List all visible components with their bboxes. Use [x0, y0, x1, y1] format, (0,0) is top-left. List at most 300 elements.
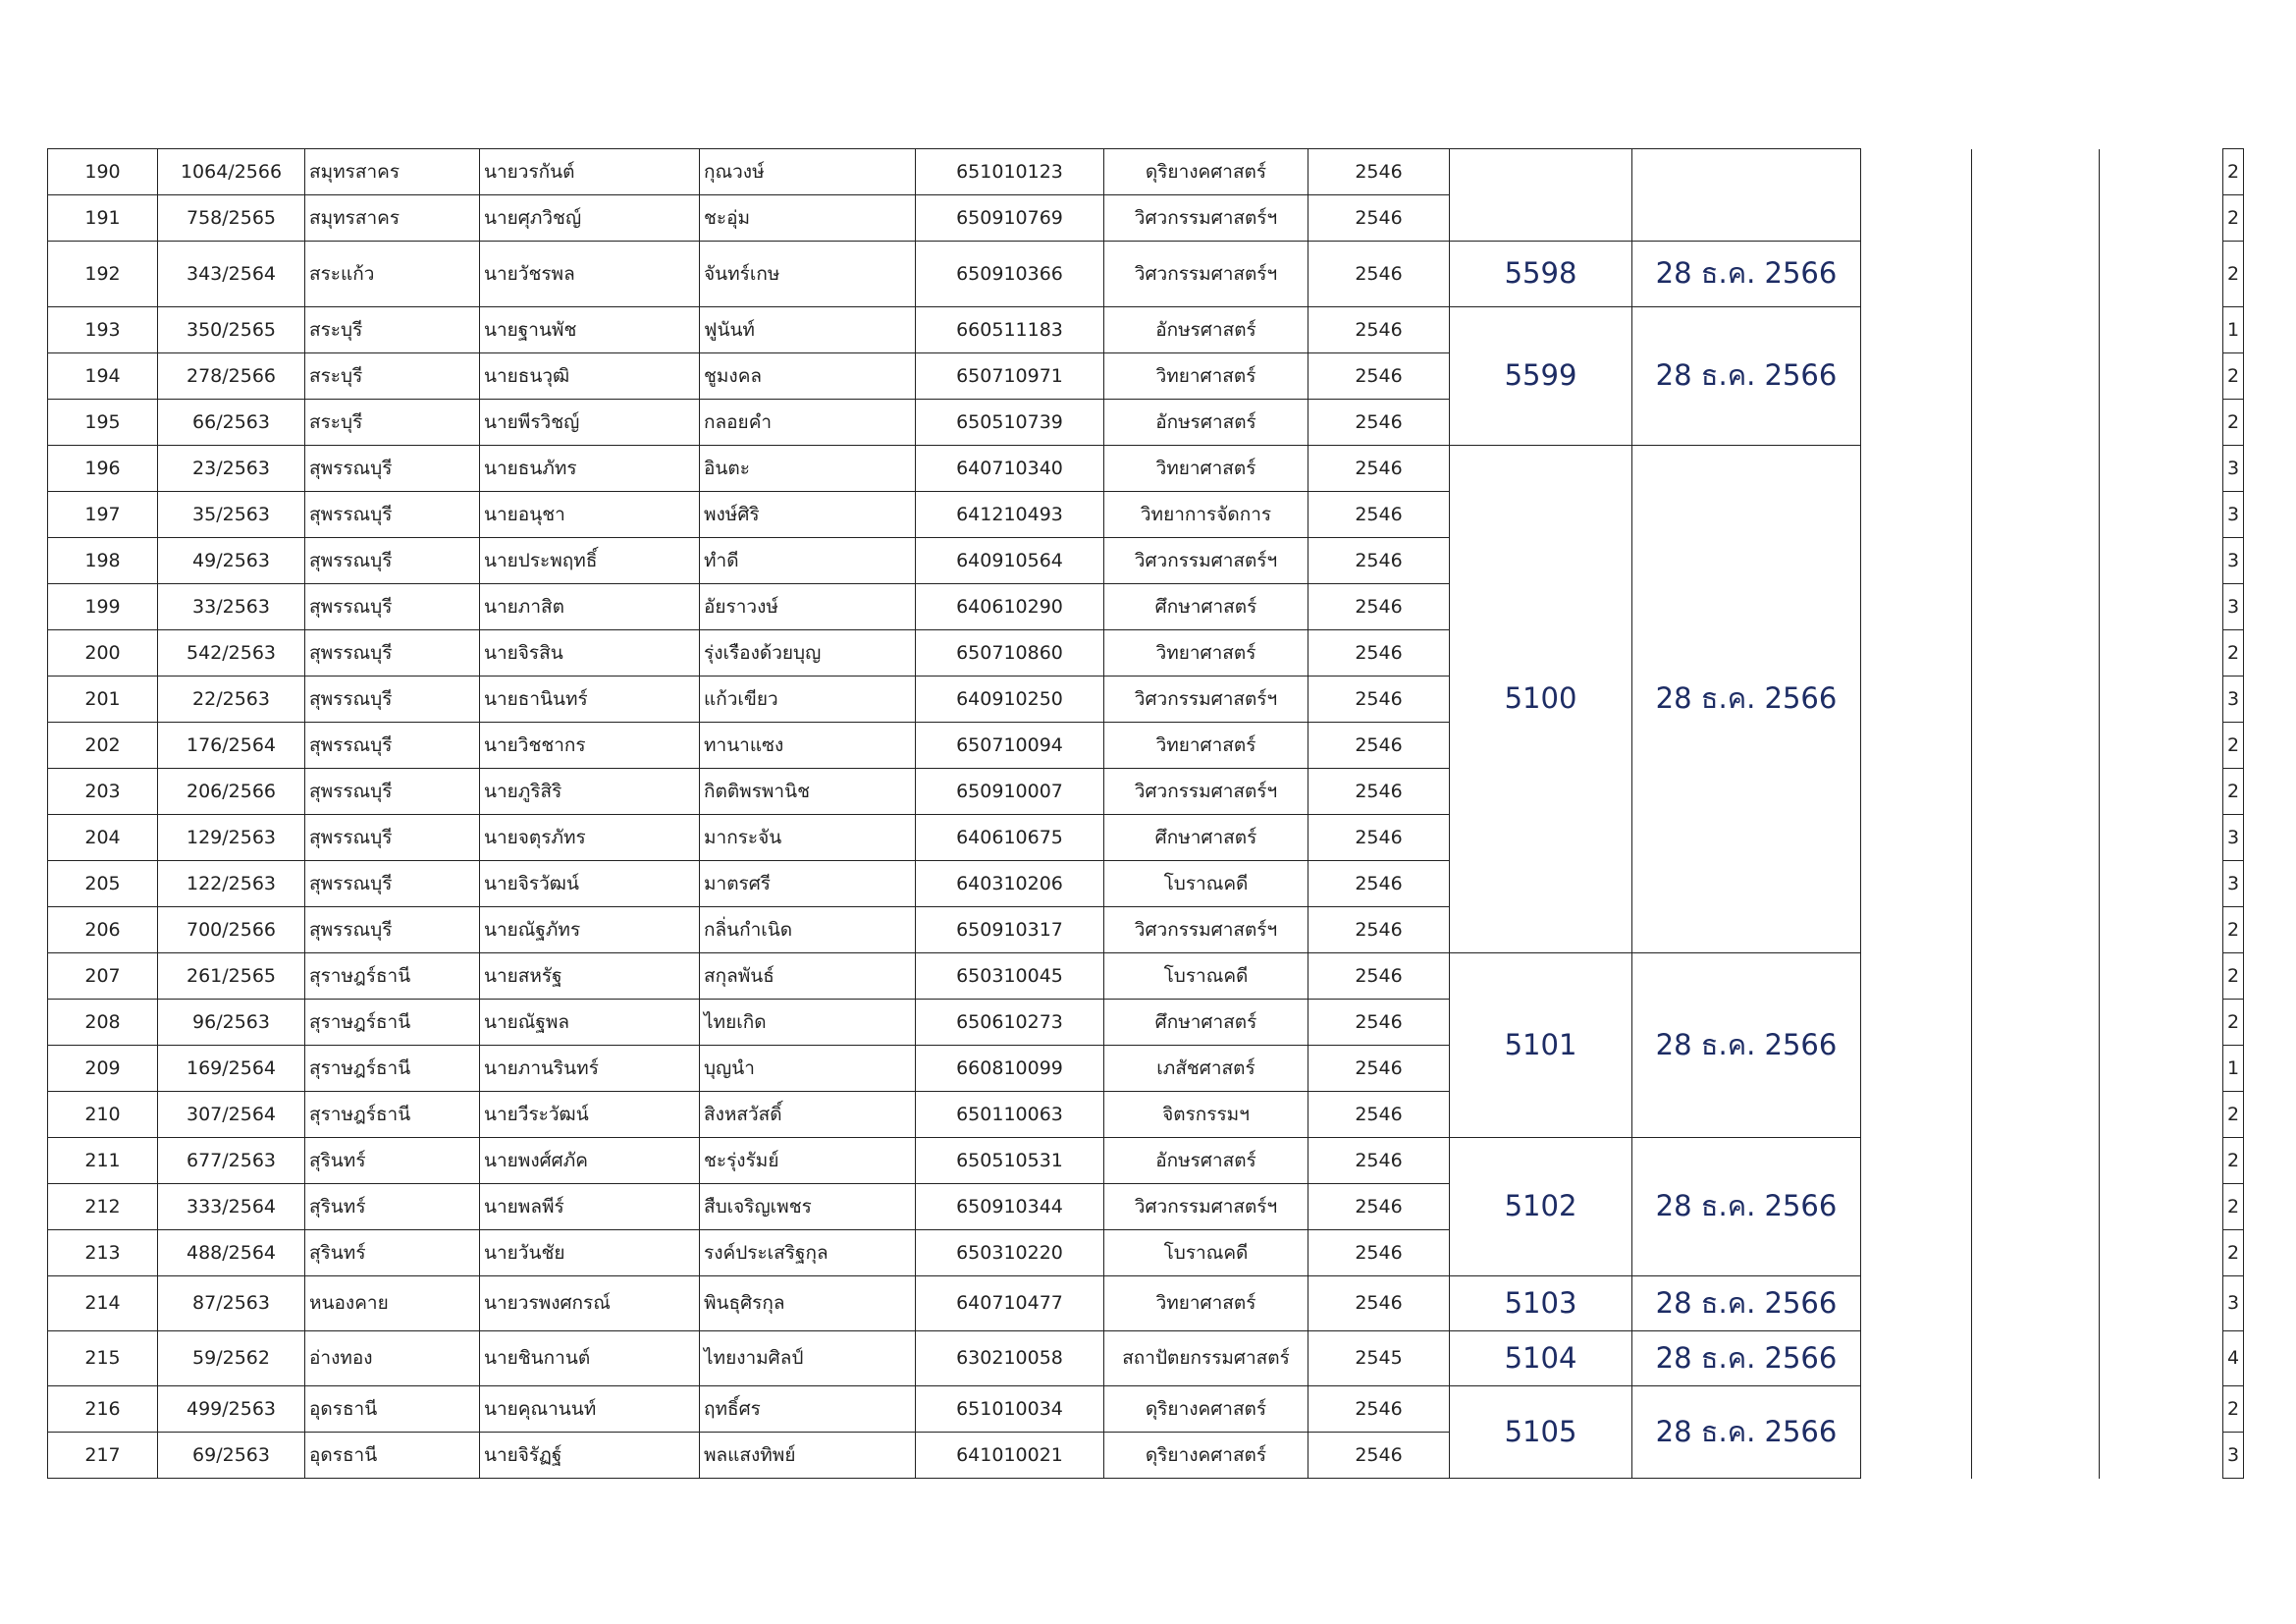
province: สมุทรสาคร [305, 149, 480, 195]
last-name: อินตะ [700, 446, 916, 492]
student-id: 650610273 [916, 1000, 1104, 1046]
student-id: 650310220 [916, 1230, 1104, 1276]
student-id: 640910250 [916, 677, 1104, 723]
faculty: เภสัชศาสตร์ [1104, 1046, 1308, 1092]
last-name: อัยราวงษ์ [700, 584, 916, 630]
student-id: 640610290 [916, 584, 1104, 630]
group-code: 5100 [1450, 446, 1632, 953]
faculty: วิศวกรรมศาสตร์ฯ [1104, 538, 1308, 584]
first-name: นายฐานพัช [480, 307, 700, 353]
province: อุดรธานี [305, 1433, 480, 1479]
faculty: สถาปัตยกรรมศาสตร์ [1104, 1331, 1308, 1386]
student-id: 650310045 [916, 953, 1104, 1000]
last-name: มากระจัน [700, 815, 916, 861]
count: 2 [2223, 149, 2244, 195]
row-number: 196 [48, 446, 158, 492]
group-date: 28 ธ.ค. 2566 [1632, 446, 1861, 953]
row-number: 205 [48, 861, 158, 907]
first-name: นายพลพีร์ [480, 1184, 700, 1230]
count: 2 [2223, 953, 2244, 1000]
count: 3 [2223, 677, 2244, 723]
faculty: วิทยาศาสตร์ [1104, 353, 1308, 400]
count: 1 [2223, 1046, 2244, 1092]
first-name: นายภาสิต [480, 584, 700, 630]
records-table-body [48, 149, 2244, 1479]
birth-year: 2546 [1308, 723, 1450, 769]
province: สุพรรณบุรี [305, 677, 480, 723]
birth-year: 2546 [1308, 353, 1450, 400]
birth-year: 2546 [1308, 1138, 1450, 1184]
row-number: 206 [48, 907, 158, 953]
reference-number: 87/2563 [158, 1276, 305, 1331]
student-id: 650910007 [916, 769, 1104, 815]
group-code: 5599 [1450, 307, 1632, 446]
first-name: นายวีระวัฒน์ [480, 1092, 700, 1138]
province: สมุทรสาคร [305, 195, 480, 242]
table-row [48, 1386, 2244, 1433]
last-name: ไทยเกิด [700, 1000, 916, 1046]
last-name: บุญนำ [700, 1046, 916, 1092]
faculty: ดุริยางคศาสตร์ [1104, 1433, 1308, 1479]
empty-cell [1861, 149, 1972, 242]
count: 3 [2223, 815, 2244, 861]
last-name: สืบเจริญเพชร [700, 1184, 916, 1230]
column-gap [2100, 242, 2223, 307]
faculty: ดุริยางคศาสตร์ [1104, 149, 1308, 195]
empty-cell [1972, 1138, 2100, 1276]
last-name: ฤทธิ์ศร [700, 1386, 916, 1433]
reference-number: 23/2563 [158, 446, 305, 492]
count: 2 [2223, 195, 2244, 242]
reference-number: 176/2564 [158, 723, 305, 769]
province: สุรินทร์ [305, 1230, 480, 1276]
faculty: อักษรศาสตร์ [1104, 307, 1308, 353]
last-name: พงษ์ศิริ [700, 492, 916, 538]
province: สุพรรณบุรี [305, 492, 480, 538]
faculty: ศึกษาศาสตร์ [1104, 1000, 1308, 1046]
faculty: วิศวกรรมศาสตร์ฯ [1104, 1184, 1308, 1230]
row-number: 201 [48, 677, 158, 723]
reference-number: 169/2564 [158, 1046, 305, 1092]
group-code [1450, 149, 1632, 242]
empty-cell [1972, 953, 2100, 1138]
count: 4 [2223, 1331, 2244, 1386]
student-id: 650510531 [916, 1138, 1104, 1184]
row-number: 214 [48, 1276, 158, 1331]
row-number: 208 [48, 1000, 158, 1046]
empty-cell [1861, 953, 1972, 1138]
empty-cell [1861, 1138, 1972, 1276]
first-name: นายพงศ์ศภัค [480, 1138, 700, 1184]
student-id: 650710094 [916, 723, 1104, 769]
reference-number: 49/2563 [158, 538, 305, 584]
birth-year: 2546 [1308, 861, 1450, 907]
last-name: ชะรุ่งรัมย์ [700, 1138, 916, 1184]
group-date [1632, 149, 1861, 242]
student-id: 651010034 [916, 1386, 1104, 1433]
last-name: รงค์ประเสริฐกุล [700, 1230, 916, 1276]
column-gap [2100, 1386, 2223, 1479]
count: 2 [2223, 723, 2244, 769]
province: สุราษฎร์ธานี [305, 953, 480, 1000]
column-gap [2100, 307, 2223, 446]
student-id: 650510739 [916, 400, 1104, 446]
group-code: 5101 [1450, 953, 1632, 1138]
table-row [48, 1331, 2244, 1386]
column-gap [2100, 953, 2223, 1138]
row-number: 211 [48, 1138, 158, 1184]
last-name: สิงหสวัสดิ์ [700, 1092, 916, 1138]
birth-year: 2546 [1308, 1046, 1450, 1092]
first-name: นายภานรินทร์ [480, 1046, 700, 1092]
group-date: 28 ธ.ค. 2566 [1632, 307, 1861, 446]
count: 2 [2223, 907, 2244, 953]
group-date: 28 ธ.ค. 2566 [1632, 953, 1861, 1138]
empty-cell [1972, 149, 2100, 242]
reference-number: 333/2564 [158, 1184, 305, 1230]
reference-number: 488/2564 [158, 1230, 305, 1276]
count: 3 [2223, 492, 2244, 538]
last-name: ทานาแซง [700, 723, 916, 769]
faculty: ศึกษาศาสตร์ [1104, 815, 1308, 861]
reference-number: 677/2563 [158, 1138, 305, 1184]
faculty: ดุริยางคศาสตร์ [1104, 1386, 1308, 1433]
reference-number: 129/2563 [158, 815, 305, 861]
count: 2 [2223, 1000, 2244, 1046]
first-name: นายธนภัทร [480, 446, 700, 492]
birth-year: 2546 [1308, 1000, 1450, 1046]
empty-cell [1861, 307, 1972, 446]
province: สุพรรณบุรี [305, 861, 480, 907]
faculty: วิทยาการจัดการ [1104, 492, 1308, 538]
column-gap [2100, 446, 2223, 953]
reference-number: 206/2566 [158, 769, 305, 815]
count: 3 [2223, 446, 2244, 492]
faculty: ศึกษาศาสตร์ [1104, 584, 1308, 630]
empty-cell [1861, 242, 1972, 307]
row-number: 199 [48, 584, 158, 630]
last-name: ทำดี [700, 538, 916, 584]
student-id: 641010021 [916, 1433, 1104, 1479]
row-number: 194 [48, 353, 158, 400]
reference-number: 122/2563 [158, 861, 305, 907]
first-name: นายวรพงศกรณ์ [480, 1276, 700, 1331]
birth-year: 2546 [1308, 242, 1450, 307]
row-number: 198 [48, 538, 158, 584]
faculty: โบราณคดี [1104, 1230, 1308, 1276]
faculty: วิศวกรรมศาสตร์ฯ [1104, 907, 1308, 953]
first-name: นายจิรวัฒน์ [480, 861, 700, 907]
first-name: นายจิรัฏฐ์ [480, 1433, 700, 1479]
group-date: 28 ธ.ค. 2566 [1632, 1276, 1861, 1331]
birth-year: 2546 [1308, 815, 1450, 861]
province: สุพรรณบุรี [305, 723, 480, 769]
birth-year: 2546 [1308, 195, 1450, 242]
reference-number: 69/2563 [158, 1433, 305, 1479]
row-number: 191 [48, 195, 158, 242]
empty-cell [1972, 1386, 2100, 1479]
birth-year: 2546 [1308, 1092, 1450, 1138]
birth-year: 2546 [1308, 400, 1450, 446]
table-row [48, 953, 2244, 1000]
birth-year: 2546 [1308, 769, 1450, 815]
row-number: 200 [48, 630, 158, 677]
province: สระบุรี [305, 353, 480, 400]
last-name: มาตรศรี [700, 861, 916, 907]
student-id: 630210058 [916, 1331, 1104, 1386]
reference-number: 343/2564 [158, 242, 305, 307]
province: สุพรรณบุรี [305, 630, 480, 677]
faculty: จิตรกรรมฯ [1104, 1092, 1308, 1138]
student-id: 640710340 [916, 446, 1104, 492]
province: สุราษฎร์ธานี [305, 1000, 480, 1046]
reference-number: 307/2564 [158, 1092, 305, 1138]
birth-year: 2546 [1308, 149, 1450, 195]
count: 3 [2223, 1433, 2244, 1479]
row-number: 210 [48, 1092, 158, 1138]
last-name: กลิ่นกำเนิด [700, 907, 916, 953]
student-id: 660511183 [916, 307, 1104, 353]
last-name: ฟูนันท์ [700, 307, 916, 353]
last-name: ชูมงคล [700, 353, 916, 400]
last-name: ไทยงามศิลป์ [700, 1331, 916, 1386]
birth-year: 2546 [1308, 538, 1450, 584]
reference-number: 96/2563 [158, 1000, 305, 1046]
province: หนองคาย [305, 1276, 480, 1331]
column-gap [2100, 149, 2223, 242]
student-id: 660810099 [916, 1046, 1104, 1092]
student-id: 650710860 [916, 630, 1104, 677]
first-name: นายอนุชา [480, 492, 700, 538]
row-number: 217 [48, 1433, 158, 1479]
first-name: นายวิชชากร [480, 723, 700, 769]
empty-cell [1972, 307, 2100, 446]
faculty: โบราณคดี [1104, 953, 1308, 1000]
count: 2 [2223, 769, 2244, 815]
column-gap [2100, 1138, 2223, 1276]
count: 3 [2223, 1276, 2244, 1331]
reference-number: 278/2566 [158, 353, 305, 400]
reference-number: 33/2563 [158, 584, 305, 630]
group-code: 5103 [1450, 1276, 1632, 1331]
first-name: นายวันชัย [480, 1230, 700, 1276]
birth-year: 2546 [1308, 492, 1450, 538]
province: อ่างทอง [305, 1331, 480, 1386]
count: 2 [2223, 1092, 2244, 1138]
reference-number: 758/2565 [158, 195, 305, 242]
count: 3 [2223, 584, 2244, 630]
student-id: 650910366 [916, 242, 1104, 307]
student-id: 640910564 [916, 538, 1104, 584]
first-name: นายศุภวิชญ์ [480, 195, 700, 242]
birth-year: 2545 [1308, 1331, 1450, 1386]
table-row [48, 307, 2244, 353]
last-name: สกุลพันธ์ [700, 953, 916, 1000]
first-name: นายณัฐภัทร [480, 907, 700, 953]
province: สุรินทร์ [305, 1138, 480, 1184]
empty-cell [1861, 1331, 1972, 1386]
row-number: 204 [48, 815, 158, 861]
first-name: นายประพฤทธิ์ [480, 538, 700, 584]
faculty: วิศวกรรมศาสตร์ฯ [1104, 195, 1308, 242]
table-row [48, 149, 2244, 195]
group-code: 5598 [1450, 242, 1632, 307]
count: 3 [2223, 538, 2244, 584]
empty-cell [1861, 446, 1972, 953]
province: สุรินทร์ [305, 1184, 480, 1230]
province: สุพรรณบุรี [305, 538, 480, 584]
empty-cell [1972, 242, 2100, 307]
count: 2 [2223, 1230, 2244, 1276]
student-id: 640610675 [916, 815, 1104, 861]
birth-year: 2546 [1308, 1276, 1450, 1331]
faculty: วิทยาศาสตร์ [1104, 1276, 1308, 1331]
reference-number: 542/2563 [158, 630, 305, 677]
reference-number: 22/2563 [158, 677, 305, 723]
row-number: 203 [48, 769, 158, 815]
birth-year: 2546 [1308, 446, 1450, 492]
count: 1 [2223, 307, 2244, 353]
row-number: 195 [48, 400, 158, 446]
last-name: พินธุศิรกุล [700, 1276, 916, 1331]
birth-year: 2546 [1308, 584, 1450, 630]
reference-number: 499/2563 [158, 1386, 305, 1433]
table-row [48, 242, 2244, 307]
row-number: 207 [48, 953, 158, 1000]
first-name: นายภูริสิริ [480, 769, 700, 815]
reference-number: 1064/2566 [158, 149, 305, 195]
row-number: 190 [48, 149, 158, 195]
empty-cell [1861, 1386, 1972, 1479]
province: สระบุรี [305, 400, 480, 446]
last-name: รุ่งเรืองด้วยบุญ [700, 630, 916, 677]
empty-cell [1972, 446, 2100, 953]
count: 2 [2223, 242, 2244, 307]
last-name: พลแสงทิพย์ [700, 1433, 916, 1479]
faculty: อักษรศาสตร์ [1104, 400, 1308, 446]
row-number: 202 [48, 723, 158, 769]
row-number: 213 [48, 1230, 158, 1276]
count: 2 [2223, 1138, 2244, 1184]
faculty: อักษรศาสตร์ [1104, 1138, 1308, 1184]
row-number: 193 [48, 307, 158, 353]
student-id: 650710971 [916, 353, 1104, 400]
province: สุราษฎร์ธานี [305, 1046, 480, 1092]
group-code: 5105 [1450, 1386, 1632, 1479]
count: 2 [2223, 1184, 2244, 1230]
first-name: นายจตุรภัทร [480, 815, 700, 861]
records-table [47, 148, 2244, 1479]
last-name: กิตติพรพานิช [700, 769, 916, 815]
row-number: 216 [48, 1386, 158, 1433]
count: 2 [2223, 1386, 2244, 1433]
faculty: วิทยาศาสตร์ [1104, 723, 1308, 769]
province: สุพรรณบุรี [305, 907, 480, 953]
table-row [48, 1276, 2244, 1331]
birth-year: 2546 [1308, 307, 1450, 353]
reference-number: 350/2565 [158, 307, 305, 353]
group-date: 28 ธ.ค. 2566 [1632, 1138, 1861, 1276]
group-date: 28 ธ.ค. 2566 [1632, 1331, 1861, 1386]
reference-number: 59/2562 [158, 1331, 305, 1386]
last-name: แก้วเขียว [700, 677, 916, 723]
province: สุพรรณบุรี [305, 769, 480, 815]
birth-year: 2546 [1308, 1386, 1450, 1433]
first-name: นายสหรัฐ [480, 953, 700, 1000]
row-number: 212 [48, 1184, 158, 1230]
first-name: นายพีรวิชญ์ [480, 400, 700, 446]
first-name: นายวัชรพล [480, 242, 700, 307]
first-name: นายธนวุฒิ [480, 353, 700, 400]
faculty: วิทยาศาสตร์ [1104, 446, 1308, 492]
count: 2 [2223, 630, 2244, 677]
student-id: 640710477 [916, 1276, 1104, 1331]
group-date: 28 ธ.ค. 2566 [1632, 1386, 1861, 1479]
group-date: 28 ธ.ค. 2566 [1632, 242, 1861, 307]
count: 2 [2223, 353, 2244, 400]
first-name: นายณัฐพล [480, 1000, 700, 1046]
last-name: กุณวงษ์ [700, 149, 916, 195]
row-number: 192 [48, 242, 158, 307]
faculty: วิศวกรรมศาสตร์ฯ [1104, 677, 1308, 723]
table-row [48, 446, 2244, 492]
birth-year: 2546 [1308, 953, 1450, 1000]
birth-year: 2546 [1308, 1230, 1450, 1276]
faculty: วิทยาศาสตร์ [1104, 630, 1308, 677]
reference-number: 66/2563 [158, 400, 305, 446]
row-number: 215 [48, 1331, 158, 1386]
faculty: โบราณคดี [1104, 861, 1308, 907]
first-name: นายวรกันต์ [480, 149, 700, 195]
student-id: 650910769 [916, 195, 1104, 242]
province: สุราษฎร์ธานี [305, 1092, 480, 1138]
column-gap [2100, 1276, 2223, 1331]
birth-year: 2546 [1308, 677, 1450, 723]
reference-number: 261/2565 [158, 953, 305, 1000]
empty-cell [1972, 1276, 2100, 1331]
empty-cell [1861, 1276, 1972, 1331]
birth-year: 2546 [1308, 1184, 1450, 1230]
student-id: 651010123 [916, 149, 1104, 195]
province: สระบุรี [305, 307, 480, 353]
row-number: 209 [48, 1046, 158, 1092]
first-name: นายธานินทร์ [480, 677, 700, 723]
reference-number: 35/2563 [158, 492, 305, 538]
reference-number: 700/2566 [158, 907, 305, 953]
student-id: 641210493 [916, 492, 1104, 538]
birth-year: 2546 [1308, 907, 1450, 953]
table-row [48, 1138, 2244, 1184]
student-id: 640310206 [916, 861, 1104, 907]
province: สุพรรณบุรี [305, 584, 480, 630]
faculty: วิศวกรรมศาสตร์ฯ [1104, 242, 1308, 307]
count: 2 [2223, 400, 2244, 446]
empty-cell [1972, 1331, 2100, 1386]
province: สระแก้ว [305, 242, 480, 307]
province: อุดรธานี [305, 1386, 480, 1433]
student-id: 650910344 [916, 1184, 1104, 1230]
first-name: นายคุณานนท์ [480, 1386, 700, 1433]
province: สุพรรณบุรี [305, 446, 480, 492]
first-name: นายชินกานต์ [480, 1331, 700, 1386]
last-name: จันทร์เกษ [700, 242, 916, 307]
row-number: 197 [48, 492, 158, 538]
last-name: ชะอุ่ม [700, 195, 916, 242]
column-gap [2100, 1331, 2223, 1386]
group-code: 5104 [1450, 1331, 1632, 1386]
birth-year: 2546 [1308, 630, 1450, 677]
province: สุพรรณบุรี [305, 815, 480, 861]
